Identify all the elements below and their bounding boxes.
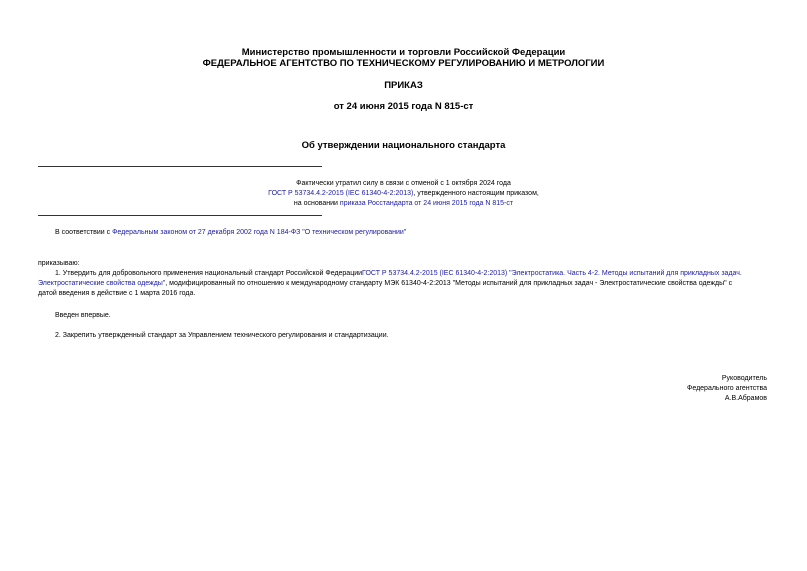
item1-line3: датой введения в действие с 1 марта 2016 года. (38, 290, 196, 297)
status-note-line1: Фактически утратил силу в связи с отменой с 1 октября 2024 года (296, 180, 511, 187)
gost-link[interactable]: ГОСТ Р 53734.4.2-2015 (IEC 61340-4-2:2013) (268, 190, 414, 197)
signature-title2: Федерального агентства (687, 385, 767, 392)
divider-top (38, 166, 322, 167)
status-note-line2 (0, 189, 807, 198)
order-link[interactable]: приказа Росстандарта от 24 июня 2015 года N 815-ст (339, 200, 514, 207)
agency-name: ФЕДЕРАЛЬНОЕ АГЕНТСТВО ПО ТЕХНИЧЕСКОМУ РЕГУЛИРОВАНИЮ И МЕТРОЛОГИИ (202, 58, 605, 69)
preamble (55, 228, 406, 238)
standard-link[interactable]: ГОСТ Р 53734.4.2-2015 (IEC 61340-4-2:2013) "Электростатика. Часть 4-2. Методы испытаний для прикладных задач. (362, 270, 742, 277)
item2: 2. Закрепить утвержденный стандарт за Управлением технического регулирования и стандартизации. (55, 332, 389, 339)
document-type: ПРИКАЗ (384, 80, 423, 91)
signature-title1: Руководитель (721, 375, 767, 382)
status-note-text: , утвержденного настоящим приказом, (413, 190, 539, 197)
introduced-note: Введен впервые. (55, 312, 111, 319)
status-note-line3 (0, 199, 807, 208)
divider-bottom (38, 215, 322, 216)
ministry-name: Министерство промышленности и торговли Российской Федерации (241, 47, 566, 58)
order-word: приказываю: (38, 260, 80, 267)
item1-line2 (38, 279, 732, 289)
status-note-basis: на основании (293, 200, 340, 207)
item1-text: 1. Утвердить для добровольного применения национальный стандарт Российской Федерации (55, 270, 363, 277)
item1-text-cont: , модифицированный по отношению к международному стандарту МЭК 61340-4-2:2013 "Методы испытаний для прикладных задач - Электростатические свойства одежды" с (165, 280, 733, 287)
preamble-text: В соответствии с (55, 229, 113, 236)
document-subject: Об утверждении национального стандарта (301, 140, 506, 151)
item1-line1 (55, 269, 742, 279)
signature-name: А.В.Абрамов (724, 395, 767, 402)
standard-link-cont[interactable]: Электростатические свойства одежды" (38, 280, 166, 287)
federal-law-link[interactable]: Федеральным законом от 27 декабря 2002 года N 184-ФЗ "О техническом регулировании" (112, 229, 407, 236)
document-date: от 24 июня 2015 года N 815-ст (333, 101, 474, 112)
